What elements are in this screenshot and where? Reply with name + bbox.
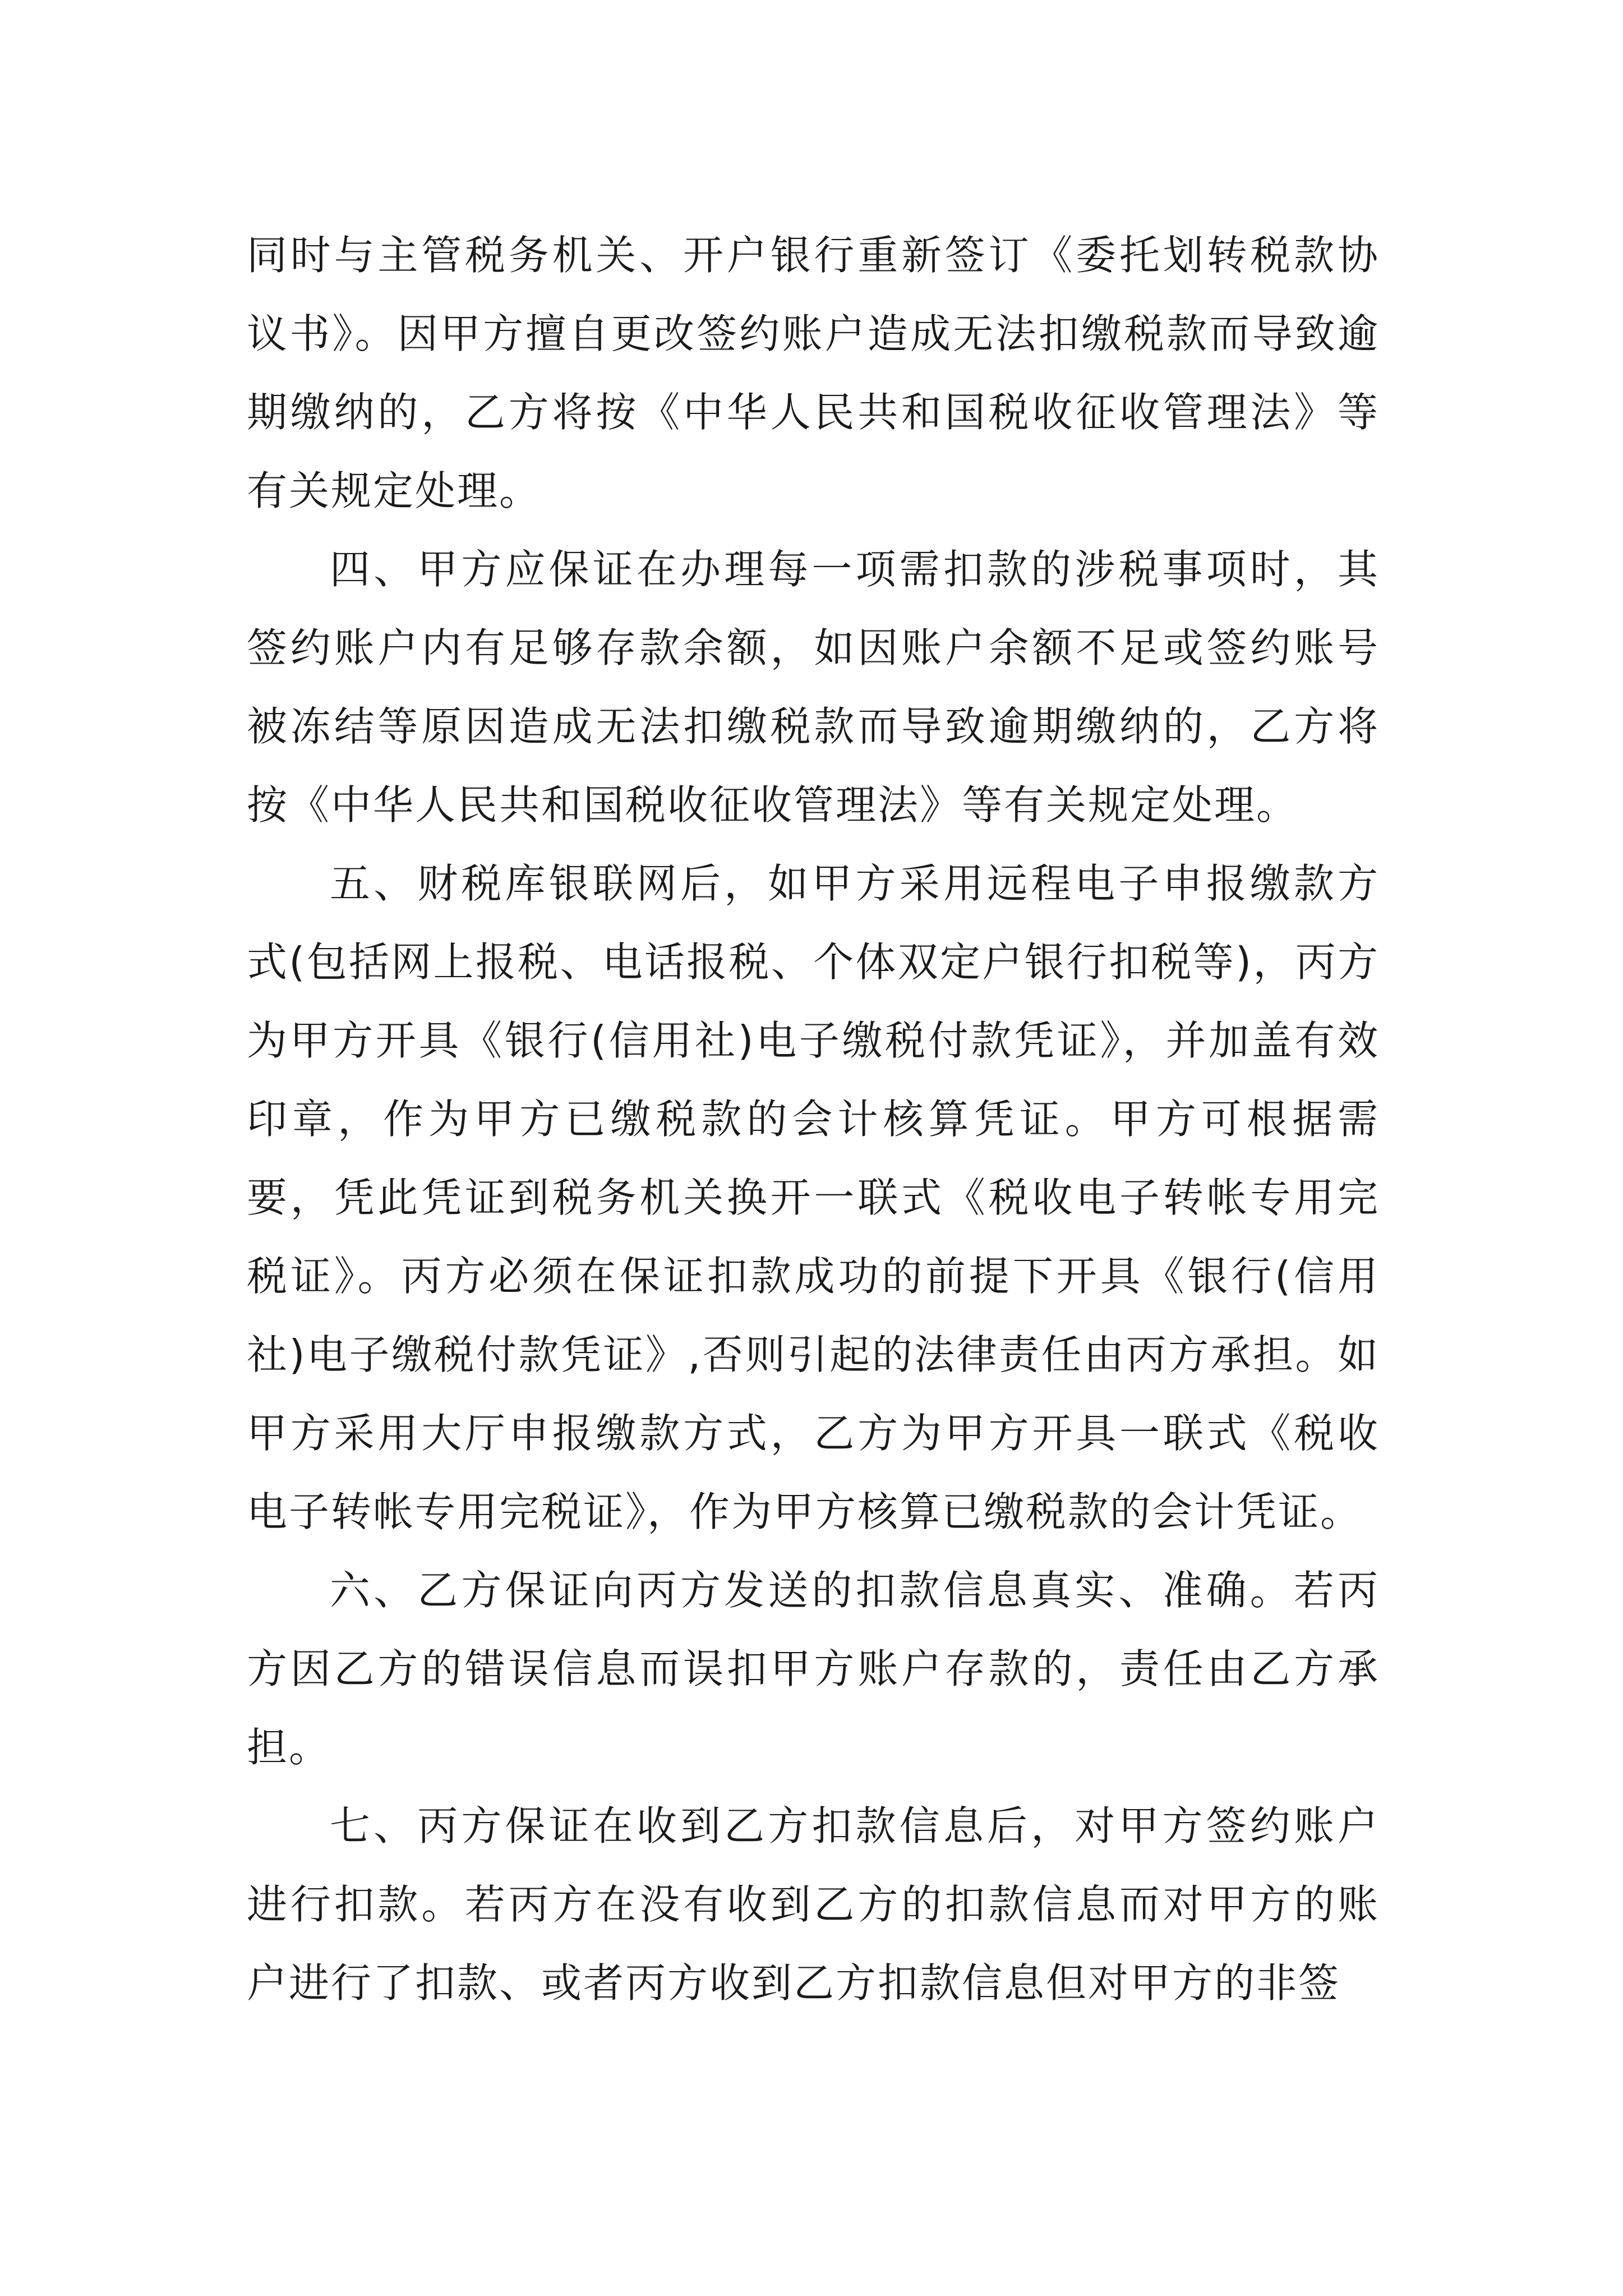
paragraph-clause-5: 五、财税库银联网后，如甲方采用远程电子申报缴款方式(包括网上报税、电话报税、个体双定户银行扣税等)，丙方为甲方开具《银行(信用社)电子缴税付款凭证》，并加盖有效印章，作为甲方已缴税款的会计核算凭证。甲方可根据需要，凭此凭证到税务机关换开一联式《税收电子转帐专用完税证》。丙方必须在保证扣款成功的前提下开具《银行(信用社)电子缴税付款凭证》,否则引起的法律责任由丙方承担。如甲方采用大厅申报缴款方式，乙方为甲方开具一联式《税收电子转帐专用完税证》，作为甲方核算已缴税款的会计凭证。 [247,860,1380,1535]
paragraph-continuation: 同时与主管税务机关、开户银行重新签订《委托划转税款协议书》。因甲方擅自更改签约账户造成无法扣缴税款而导致逾期缴纳的，乙方将按《中华人民共和国税收征收管理法》等有关规定处理。 [247,232,1380,514]
paragraph-clause-7: 七、丙方保证在收到乙方扣款信息后，对甲方签约账户进行扣款。若丙方在没有收到乙方的扣款信息而对甲方的账户进行了扣款、或者丙方收到乙方扣款信息但对甲方的非签 [247,1802,1380,2007]
document-body [247,216,1380,2022]
paragraph-clause-6: 六、乙方保证向丙方发送的扣款信息真实、准确。若丙方因乙方的错误信息而误扣甲方账户存款的，责任由乙方承担。 [247,1567,1380,1771]
paragraph-clause-4: 四、甲方应保证在办理每一项需扣款的涉税事项时，其签约账户内有足够存款余额，如因账户余额不足或签约账号被冻结等原因造成无法扣缴税款而导致逾期缴纳的，乙方将按《中华人民共和国税收征收管理法》等有关规定处理。 [247,546,1380,829]
